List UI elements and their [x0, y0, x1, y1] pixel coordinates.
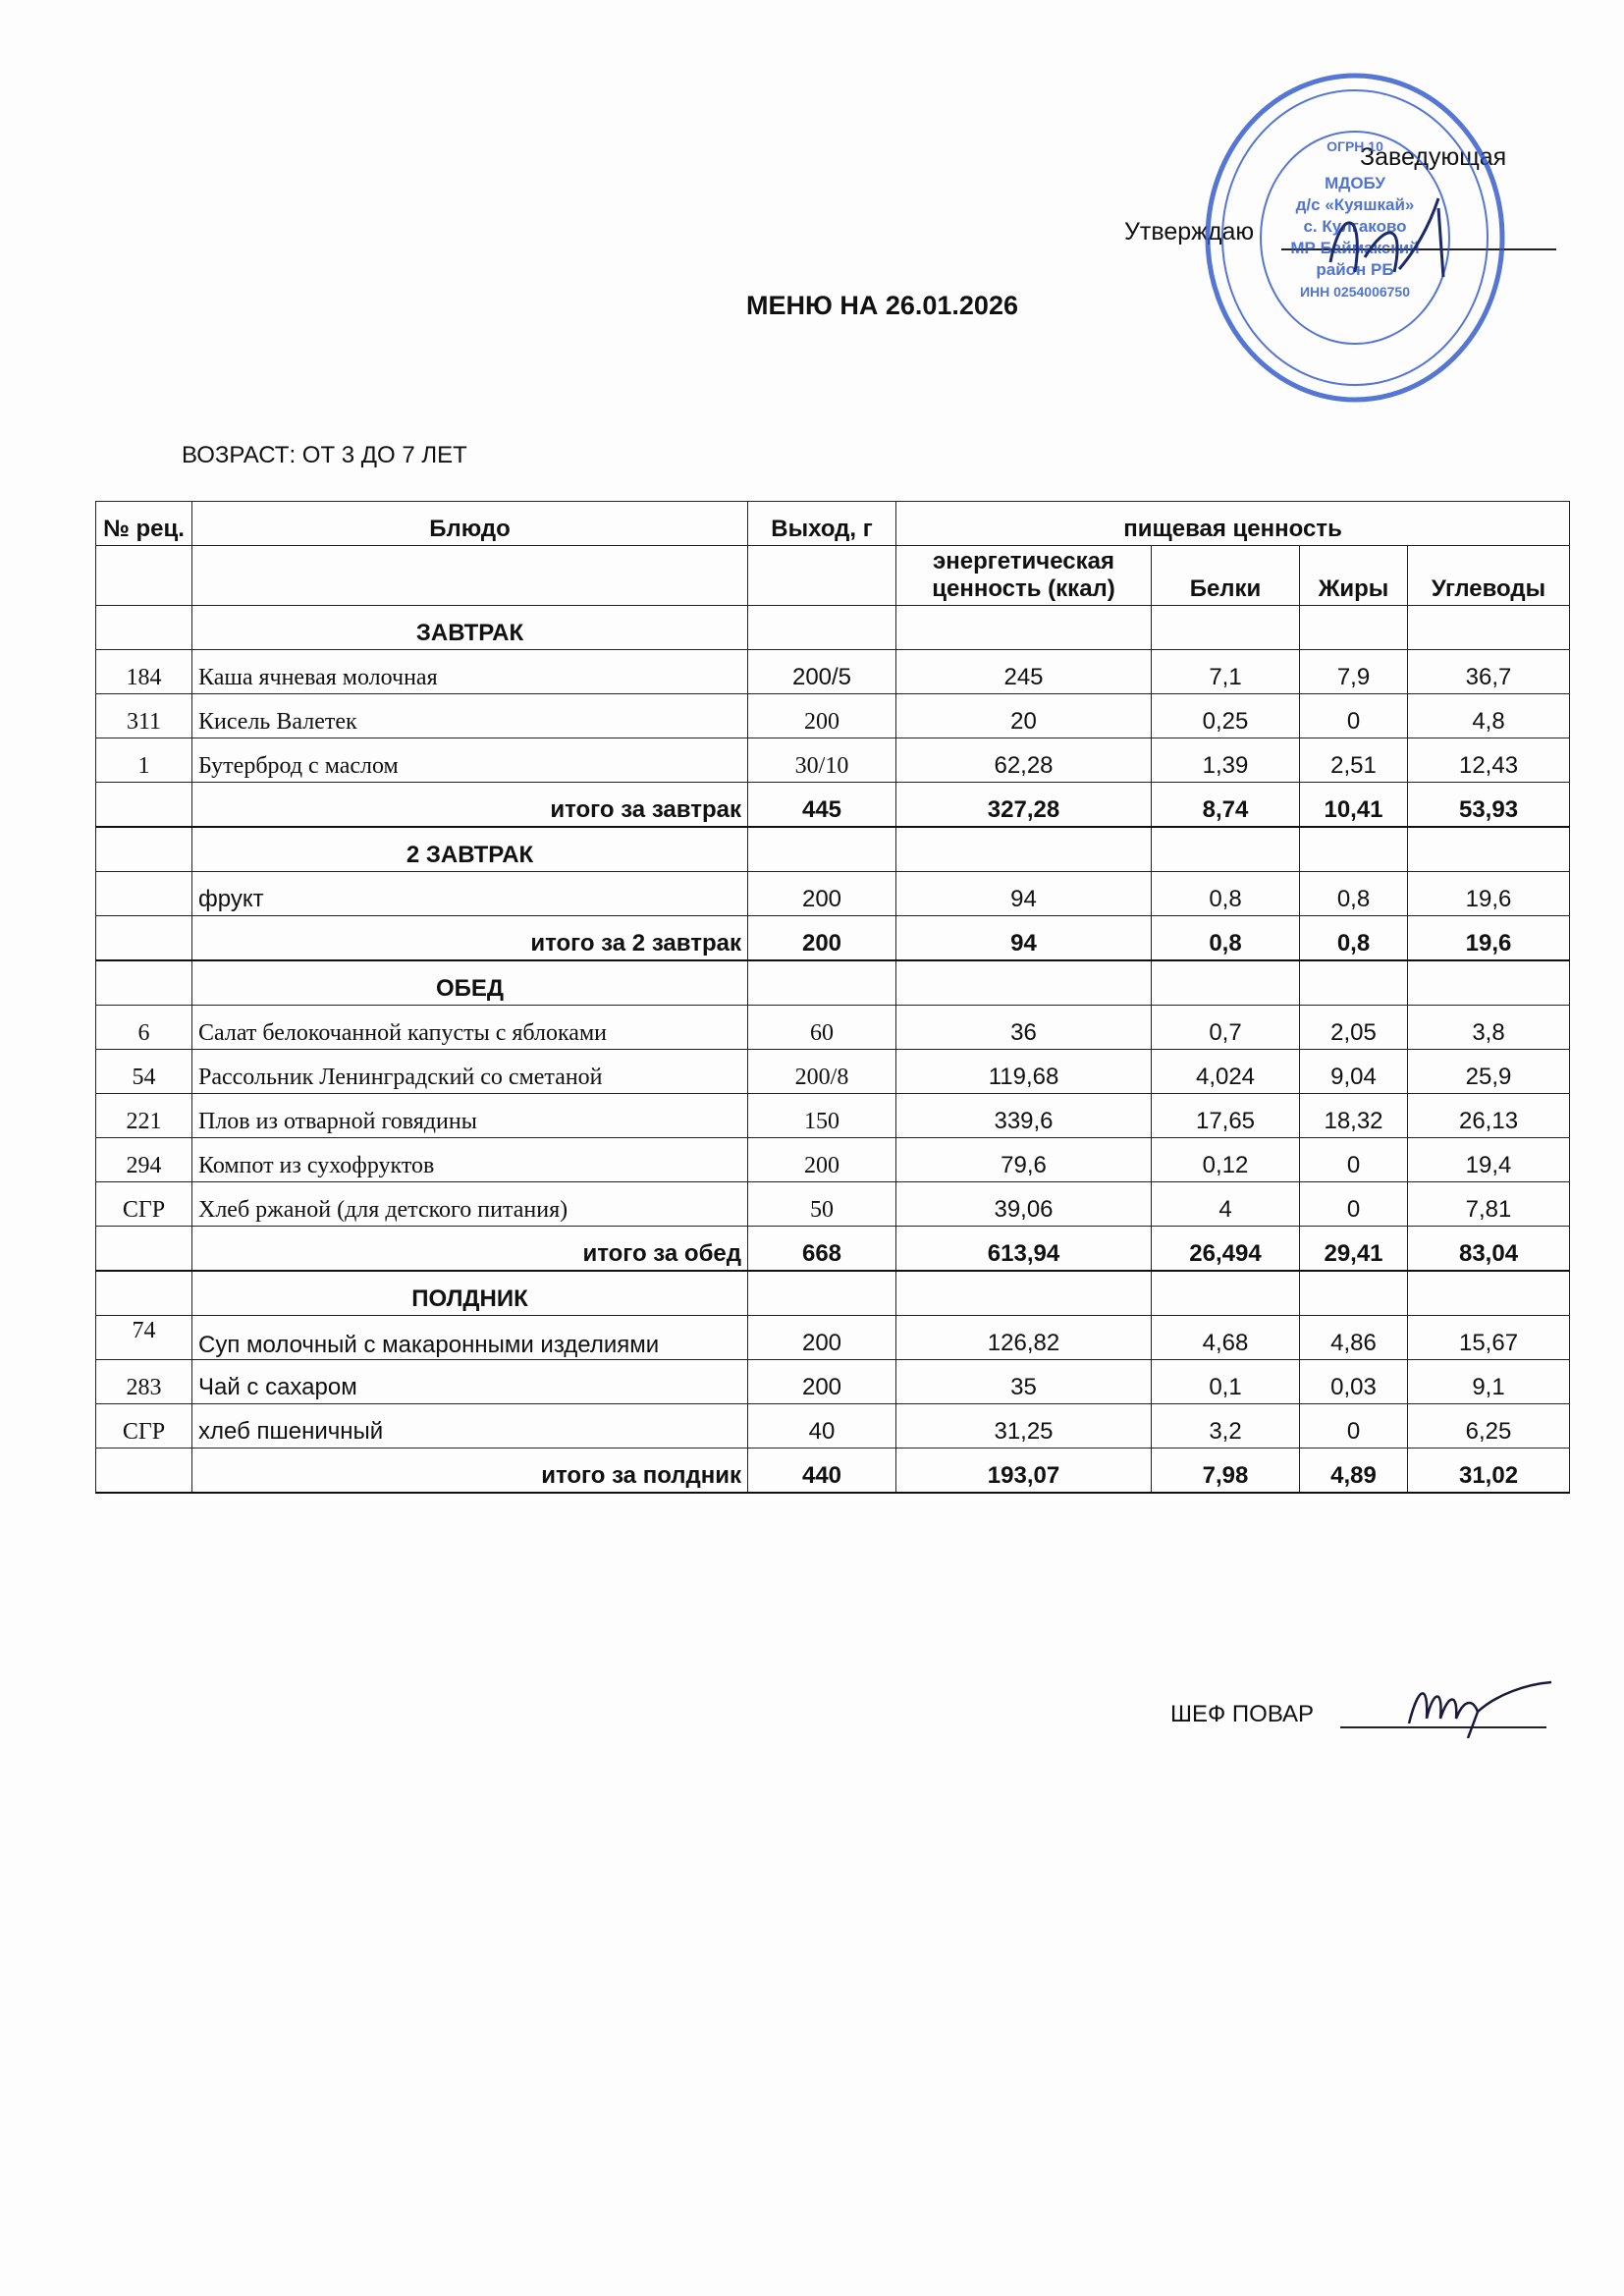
cell-fat: 0 — [1300, 1182, 1408, 1227]
age-group: ВОЗРАСТ: ОТ 3 ДО 7 ЛЕТ — [182, 442, 467, 468]
cell-carbs: 25,9 — [1408, 1050, 1570, 1094]
cell-fat: 0 — [1300, 1404, 1408, 1449]
cell-protein: 4,024 — [1152, 1050, 1300, 1094]
col-fat: Жиры — [1300, 546, 1408, 606]
cell-carbs: 26,13 — [1408, 1094, 1570, 1138]
cell-protein: 0,8 — [1152, 872, 1300, 916]
cell-num — [96, 872, 192, 916]
table-row — [96, 650, 1570, 694]
cell-fat: 4,86 — [1300, 1316, 1408, 1360]
cell-num: 221 — [96, 1094, 192, 1138]
table-row — [96, 1006, 1570, 1050]
cell-num: 184 — [96, 650, 192, 694]
section-title: ОБЕД — [192, 960, 748, 1006]
cell-yield: 200 — [748, 1316, 896, 1360]
approve-label: Утверждаю — [1124, 218, 1255, 246]
total-energy: 193,07 — [896, 1449, 1152, 1494]
cell-energy: 20 — [896, 694, 1152, 738]
cell-carbs: 3,8 — [1408, 1006, 1570, 1050]
table-row — [96, 1360, 1570, 1404]
cell-fat: 2,51 — [1300, 738, 1408, 783]
cell-dish: Плов из отварной говядины — [192, 1094, 748, 1138]
cell-num: 294 — [96, 1138, 192, 1182]
total-energy: 94 — [896, 916, 1152, 961]
cell-energy: 245 — [896, 650, 1152, 694]
stamp-line-6: ИНН 0254006750 — [1299, 284, 1411, 300]
stamp-line-5: район РБ — [1316, 260, 1394, 279]
official-stamp — [1193, 61, 1517, 414]
chef-signature — [1399, 1665, 1556, 1738]
total-label: итого за обед — [192, 1227, 748, 1272]
section-title: ЗАВТРАК — [192, 606, 748, 650]
cell-num: 311 — [96, 694, 192, 738]
cell-fat: 7,9 — [1300, 650, 1408, 694]
stamp-line-2: д/с «Куяшкай» — [1295, 195, 1415, 214]
cell-num: 54 — [96, 1050, 192, 1094]
cell-protein: 0,12 — [1152, 1138, 1300, 1182]
cell-carbs: 15,67 — [1408, 1316, 1570, 1360]
cell-dish: Чай с сахаром — [192, 1360, 748, 1404]
cell-carbs: 19,4 — [1408, 1138, 1570, 1182]
total-label: итого за завтрак — [192, 783, 748, 828]
cell-num: СГР — [96, 1404, 192, 1449]
cell-dish: Каша ячневая молочная — [192, 650, 748, 694]
cell-protein: 0,25 — [1152, 694, 1300, 738]
cell-carbs: 6,25 — [1408, 1404, 1570, 1449]
cell-yield: 50 — [748, 1182, 896, 1227]
total-row — [96, 1449, 1570, 1494]
cell-carbs: 9,1 — [1408, 1360, 1570, 1404]
table-row — [96, 1404, 1570, 1449]
table-row — [96, 872, 1570, 916]
table-row — [96, 1094, 1570, 1138]
section-title: ПОЛДНИК — [192, 1271, 748, 1316]
cell-dish: фрукт — [192, 872, 748, 916]
col-nutrition: пищевая ценность — [896, 502, 1570, 546]
cell-num: 1 — [96, 738, 192, 783]
cell-carbs: 4,8 — [1408, 694, 1570, 738]
cell-dish: Бутерброд с маслом — [192, 738, 748, 783]
cell-protein: 7,1 — [1152, 650, 1300, 694]
total-protein: 8,74 — [1152, 783, 1300, 828]
cell-num: СГР — [96, 1182, 192, 1227]
total-yield: 440 — [748, 1449, 896, 1494]
table-row — [96, 1050, 1570, 1094]
cell-yield: 200 — [748, 1138, 896, 1182]
chef-label: ШЕФ ПОВАР — [1170, 1701, 1315, 1727]
cell-energy: 39,06 — [896, 1182, 1152, 1227]
total-fat: 29,41 — [1300, 1227, 1408, 1272]
cell-protein: 4,68 — [1152, 1316, 1300, 1360]
cell-dish: Рассольник Ленинградский со сметаной — [192, 1050, 748, 1094]
cell-num: 283 — [96, 1360, 192, 1404]
total-yield: 200 — [748, 916, 896, 961]
cell-carbs: 12,43 — [1408, 738, 1570, 783]
cell-dish: Хлеб ржаной (для детского питания) — [192, 1182, 748, 1227]
col-protein: Белки — [1152, 546, 1300, 606]
cell-protein: 4 — [1152, 1182, 1300, 1227]
cell-fat: 9,04 — [1300, 1050, 1408, 1094]
total-carbs: 19,6 — [1408, 916, 1570, 961]
total-energy: 327,28 — [896, 783, 1152, 828]
total-carbs: 53,93 — [1408, 783, 1570, 828]
cell-num: 74 — [96, 1316, 192, 1360]
total-fat: 4,89 — [1300, 1449, 1408, 1494]
table-row — [96, 1138, 1570, 1182]
cell-energy: 119,68 — [896, 1050, 1152, 1094]
stamp-line-1: МДОБУ — [1325, 174, 1385, 192]
cell-dish: Компот из сухофруктов — [192, 1138, 748, 1182]
menu-table — [95, 501, 1570, 1494]
cell-protein: 0,7 — [1152, 1006, 1300, 1050]
table-row — [96, 738, 1570, 783]
total-yield: 668 — [748, 1227, 896, 1272]
total-protein: 26,494 — [1152, 1227, 1300, 1272]
section-title: 2 ЗАВТРАК — [192, 827, 748, 872]
stamp-line-7: ОГРН 10 — [1326, 138, 1383, 154]
cell-protein: 3,2 — [1152, 1404, 1300, 1449]
table-row — [96, 694, 1570, 738]
cell-carbs: 7,81 — [1408, 1182, 1570, 1227]
cell-fat: 0,8 — [1300, 872, 1408, 916]
cell-energy: 62,28 — [896, 738, 1152, 783]
total-energy: 613,94 — [896, 1227, 1152, 1272]
section-row — [96, 1271, 1570, 1316]
total-carbs: 31,02 — [1408, 1449, 1570, 1494]
cell-energy: 126,82 — [896, 1316, 1152, 1360]
cell-yield: 200 — [748, 1360, 896, 1404]
total-yield: 445 — [748, 783, 896, 828]
col-energy: энергетическая ценность (ккал) — [896, 546, 1152, 606]
col-carbs: Углеводы — [1408, 546, 1570, 606]
section-row — [96, 606, 1570, 650]
cell-energy: 79,6 — [896, 1138, 1152, 1182]
cell-protein: 1,39 — [1152, 738, 1300, 783]
cell-energy: 36 — [896, 1006, 1152, 1050]
cell-carbs: 19,6 — [1408, 872, 1570, 916]
cell-energy: 339,6 — [896, 1094, 1152, 1138]
cell-energy: 35 — [896, 1360, 1152, 1404]
cell-dish: Суп молочный с макаронными изделиями — [192, 1316, 748, 1360]
stamp-line-3: с. Кулгаково — [1303, 217, 1407, 236]
cell-protein: 17,65 — [1152, 1094, 1300, 1138]
head-title: Заведующая — [1360, 143, 1507, 171]
cell-fat: 18,32 — [1300, 1094, 1408, 1138]
total-protein: 7,98 — [1152, 1449, 1300, 1494]
table-row — [96, 1316, 1570, 1360]
total-label: итого за полдник — [192, 1449, 748, 1494]
cell-yield: 200/5 — [748, 650, 896, 694]
cell-fat: 0 — [1300, 1138, 1408, 1182]
cell-yield: 60 — [748, 1006, 896, 1050]
cell-protein: 0,1 — [1152, 1360, 1300, 1404]
total-protein: 0,8 — [1152, 916, 1300, 961]
total-row — [96, 1227, 1570, 1272]
cell-fat: 0,03 — [1300, 1360, 1408, 1404]
cell-yield: 200/8 — [748, 1050, 896, 1094]
col-num: № рец. — [96, 502, 192, 546]
cell-yield: 40 — [748, 1404, 896, 1449]
stamp-line-4: МР Баймакский — [1290, 239, 1420, 257]
page-title: МЕНЮ НА 26.01.2026 — [746, 291, 1018, 320]
cell-yield: 200 — [748, 694, 896, 738]
section-row — [96, 960, 1570, 1006]
cell-fat: 0 — [1300, 694, 1408, 738]
subheader-row — [96, 546, 1570, 606]
cell-yield: 150 — [748, 1094, 896, 1138]
total-fat: 10,41 — [1300, 783, 1408, 828]
col-yield: Выход, г — [748, 502, 896, 546]
cell-dish: хлеб пшеничный — [192, 1404, 748, 1449]
section-row — [96, 827, 1570, 872]
cell-dish: Кисель Валетек — [192, 694, 748, 738]
total-carbs: 83,04 — [1408, 1227, 1570, 1272]
total-row — [96, 916, 1570, 961]
table-row — [96, 1182, 1570, 1227]
total-fat: 0,8 — [1300, 916, 1408, 961]
cell-energy: 94 — [896, 872, 1152, 916]
cell-carbs: 36,7 — [1408, 650, 1570, 694]
cell-dish: Салат белокочанной капусты с яблоками — [192, 1006, 748, 1050]
header-row — [96, 502, 1570, 546]
total-label: итого за 2 завтрак — [192, 916, 748, 961]
total-row — [96, 783, 1570, 828]
cell-yield: 30/10 — [748, 738, 896, 783]
cell-fat: 2,05 — [1300, 1006, 1408, 1050]
cell-num: 6 — [96, 1006, 192, 1050]
cell-yield: 200 — [748, 872, 896, 916]
cell-energy: 31,25 — [896, 1404, 1152, 1449]
col-dish: Блюдо — [192, 502, 748, 546]
